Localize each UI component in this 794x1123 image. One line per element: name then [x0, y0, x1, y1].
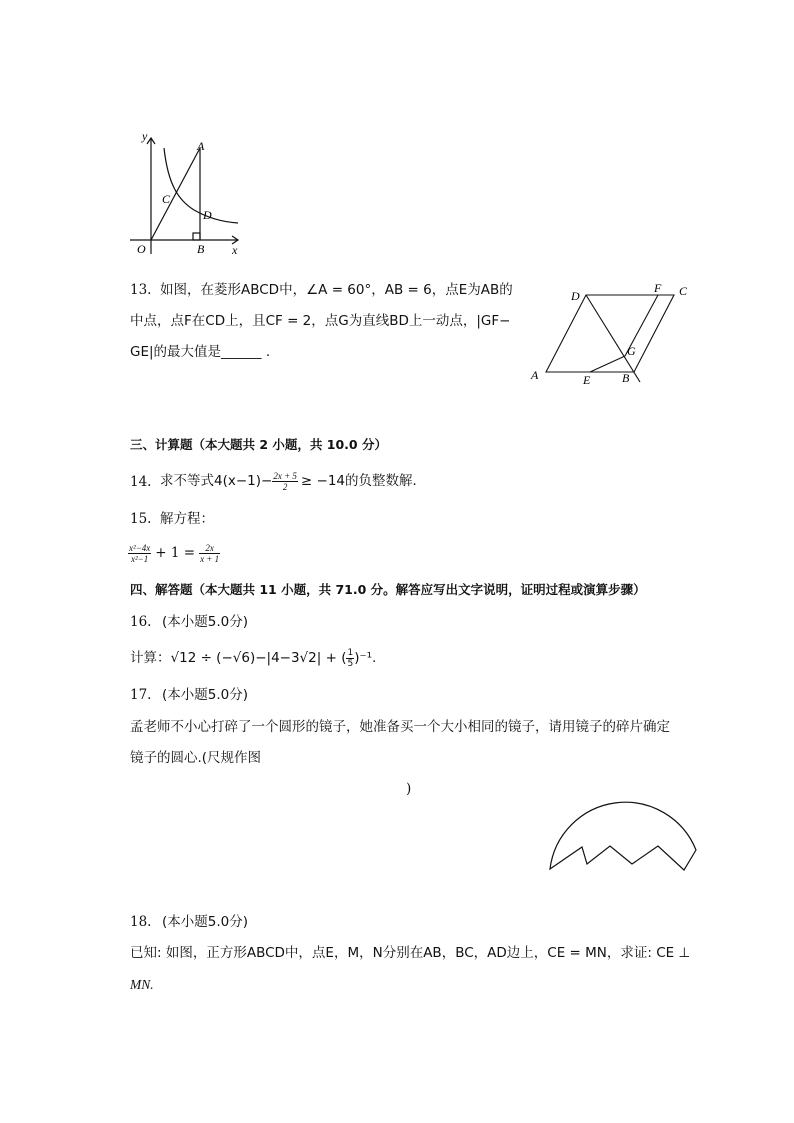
label-D: D [203, 208, 212, 222]
q15-middle: + 1 = [155, 545, 196, 561]
q16-score: (本小题5.0分) [162, 614, 249, 630]
label-G: G [627, 344, 636, 358]
q14-prefix: 求不等式4(x−1)− [160, 473, 273, 489]
q16-body [130, 643, 376, 673]
label-B: B [622, 371, 630, 385]
q17-line1: 孟老师不小心打碎了一个圆形的镜子，她准备买一个大小相同的镜子，请用镜子的碎片确定 [130, 719, 670, 735]
q13-number: 13. [130, 282, 152, 298]
q13-line1: 如图，在菱形ABCD中，∠A = 60°，AB = 6，点E为AB的 [160, 282, 513, 298]
q16-number: 16. [130, 614, 152, 630]
label-B: B [197, 242, 205, 256]
label-E: E [583, 373, 591, 387]
q16-frac-den: 5 [347, 658, 354, 669]
figure-hyperbola-triangle [124, 126, 254, 256]
q13-line3: GE|的最大值是______ . [130, 344, 271, 360]
q16-prefix: 计算： [130, 650, 171, 666]
label-x: x [232, 243, 238, 256]
q16-expr: √12 ÷ (−√6)−|4−3√2| + ( [170, 650, 347, 666]
q14-suffix: ≥ −14的负整数解． [300, 473, 426, 489]
label-D: D [571, 289, 580, 303]
label-A: A [531, 368, 539, 382]
q17-line2: 镜子的圆心.(尺规作图 [130, 750, 262, 766]
segment-OA [151, 148, 200, 240]
q15-number: 15. [130, 511, 152, 527]
q14-frac-num: 2x + 5 [273, 470, 297, 481]
label-O: O [137, 242, 146, 256]
q18-line2: MN. [130, 977, 154, 992]
segment-EG [590, 356, 625, 372]
q16-tail: )⁻¹. [354, 650, 377, 666]
section3-title: 三、计算题（本大题共 2 小题，共 10.0 分） [130, 437, 387, 452]
q15-equation [128, 538, 220, 568]
mirror-fragment [550, 802, 696, 870]
q15-frac2-num: 2x [199, 543, 220, 554]
q15-frac1-num: x²−4x [129, 542, 151, 553]
q15-text: 解方程： [160, 511, 214, 527]
q14-fraction [272, 471, 298, 492]
q18-score: (本小题5.0分) [162, 914, 249, 930]
label-y: y [142, 129, 148, 143]
diagonal-BD-extended [586, 295, 640, 382]
q17-number: 17. [130, 687, 152, 703]
right-angle-mark [193, 233, 200, 240]
q16-frac-num: 1 [347, 647, 354, 658]
label-C: C [162, 192, 171, 206]
label-C: C [679, 284, 688, 298]
q17-close-paren: ) [406, 781, 412, 797]
q17-score: (本小题5.0分) [162, 687, 249, 703]
q18-line1: 已知: 如图，正方形ABCD中，点E，M，N分别在AB，BC，AD边上，CE = MN，求证: CE ⊥ [130, 945, 691, 961]
q15-frac2 [199, 543, 220, 564]
label-A: A [197, 139, 205, 153]
q15-frac1 [128, 543, 151, 564]
q15-frac2-den: x + 1 [200, 553, 220, 564]
q14-number: 14. [130, 474, 152, 490]
q15-frac1-den: x²−1 [130, 553, 149, 564]
q14-body [160, 466, 426, 496]
section4-title: 四、解答题（本大题共 11 小题，共 71.0 分。解答应写出文字说明，证明过程或演算步骤） [130, 582, 646, 597]
q18-number: 18. [130, 914, 152, 930]
figure-rhombus [528, 280, 698, 388]
q16-fraction [346, 648, 354, 669]
figure-broken-mirror [544, 792, 702, 874]
hyperbola-curve [164, 148, 238, 223]
q13-line2: 中点，点F在CD上，且CF = 2，点G为直线BD上一动点，|GF− [130, 313, 511, 329]
label-F: F [654, 281, 662, 295]
q14-frac-den: 2 [282, 481, 288, 492]
